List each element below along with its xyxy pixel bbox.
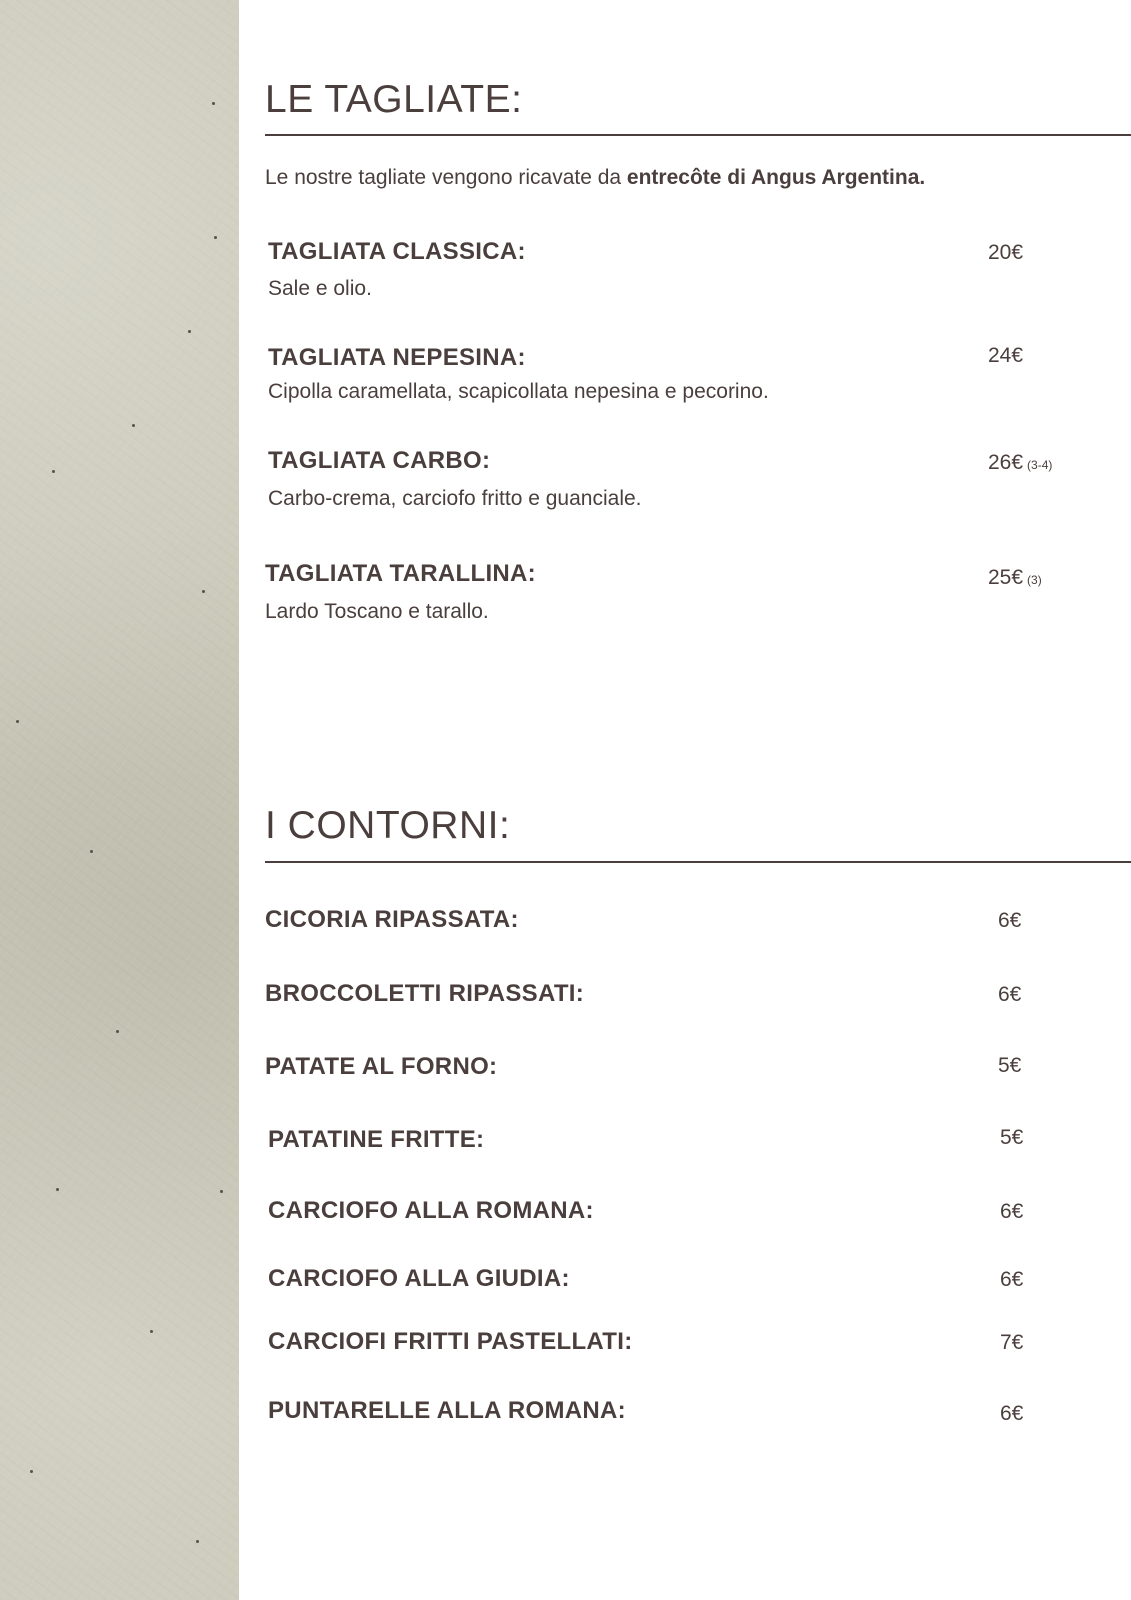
side-dish-name: CARCIOFO ALLA GIUDIA: — [268, 1265, 570, 1292]
menu-item-name: TAGLIATA NEPESINA: — [268, 344, 526, 371]
paper-speck — [202, 590, 205, 593]
section-title-contorni: I CONTORNI: — [265, 804, 511, 847]
section-title-tagliate: LE TAGLIATE: — [265, 78, 523, 121]
paper-speck — [214, 236, 217, 239]
paper-speck — [116, 1030, 119, 1033]
price-value: 25€ — [988, 566, 1024, 589]
side-dish-name: PUNTARELLE ALLA ROMANA: — [268, 1397, 626, 1424]
intro-text: Le nostre tagliate vengono ricavate da — [265, 166, 627, 189]
side-dish-price: 6€ — [1000, 1402, 1024, 1425]
side-dish-name: CARCIOFO ALLA ROMANA: — [268, 1197, 594, 1224]
tagliate-intro — [265, 166, 925, 190]
side-dish-price: 6€ — [1000, 1200, 1024, 1223]
side-dish-name: BROCCOLETTI RIPASSATI: — [265, 980, 585, 1007]
paper-speck — [220, 1190, 223, 1193]
paper-speck — [56, 1188, 59, 1191]
price-value: 24€ — [988, 344, 1024, 367]
side-dish-name: PATATE AL FORNO: — [265, 1053, 498, 1080]
section-divider — [265, 861, 1131, 863]
menu-item-name: TAGLIATA CLASSICA: — [268, 238, 526, 265]
section-divider — [265, 134, 1131, 136]
side-dish-name: CARCIOFI FRITTI PASTELLATI: — [268, 1328, 633, 1355]
price-value: 20€ — [988, 241, 1024, 264]
menu-item-name: TAGLIATA CARBO: — [268, 447, 491, 474]
side-dish-name: PATATINE FRITTE: — [268, 1126, 485, 1153]
side-dish-price: 6€ — [1000, 1268, 1024, 1291]
paper-speck — [132, 424, 135, 427]
menu-item-description: Cipolla caramellata, scapicollata nepesina e pecorino. — [268, 380, 769, 403]
menu-item-description: Carbo-crema, carciofo fritto e guanciale. — [268, 487, 642, 510]
paper-speck — [150, 1330, 153, 1333]
intro-highlight: entrecôte di Angus Argentina. — [626, 166, 926, 189]
menu-item-description: Sale e olio. — [268, 277, 372, 300]
paper-speck — [30, 1470, 33, 1473]
side-dish-name: CICORIA RIPASSATA: — [265, 906, 519, 933]
side-dish-price: 6€ — [998, 983, 1022, 1006]
side-dish-price: 7€ — [1000, 1331, 1024, 1354]
paper-speck — [52, 470, 55, 473]
paper-speck — [90, 850, 93, 853]
menu-item-price — [988, 566, 1042, 590]
paper-speck — [196, 1540, 199, 1543]
menu-item-name: TAGLIATA TARALLINA: — [265, 560, 536, 587]
menu-item-description: Lardo Toscano e tarallo. — [265, 600, 489, 623]
menu-item-price — [988, 451, 1052, 475]
menu-item-price — [988, 241, 1027, 265]
paper-speck — [16, 720, 19, 723]
side-dish-price: 5€ — [998, 1054, 1022, 1077]
side-dish-price: 5€ — [1000, 1126, 1024, 1149]
price-value: 26€ — [988, 451, 1024, 474]
menu-item-price — [988, 344, 1027, 368]
textured-side-panel — [0, 0, 239, 1600]
paper-speck — [188, 330, 191, 333]
allergen-code: (3-4) — [1027, 458, 1053, 472]
paper-speck — [212, 102, 215, 105]
allergen-code: (3) — [1027, 573, 1042, 587]
side-dish-price: 6€ — [998, 909, 1022, 932]
